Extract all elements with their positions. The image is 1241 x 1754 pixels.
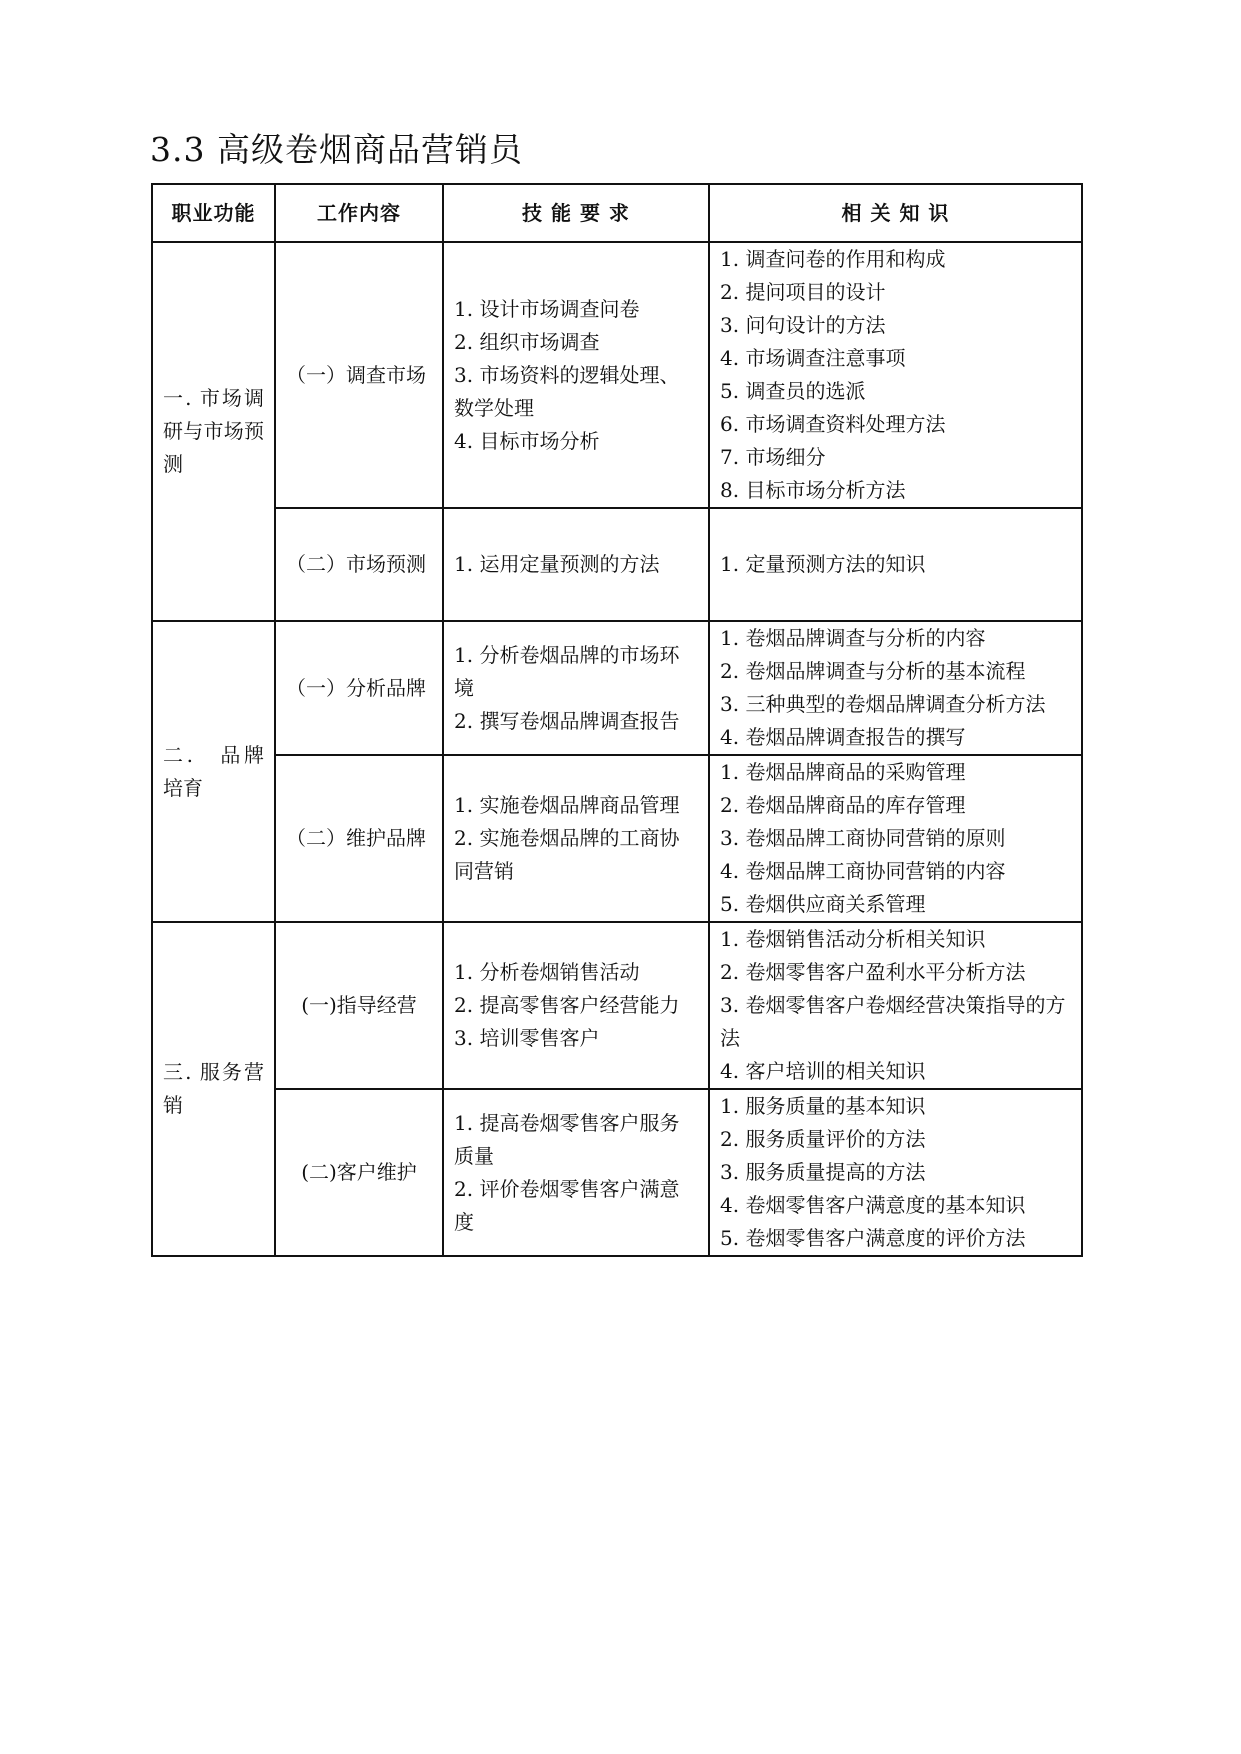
knowledge-item: 4. 卷烟零售客户满意度的基本知识 bbox=[720, 1193, 1026, 1217]
table-row bbox=[152, 1089, 1082, 1256]
skill-item: 3. 市场资料的逻辑处理、数学处理 bbox=[454, 362, 680, 420]
skill-item: 1. 分析卷烟品牌的市场环境 bbox=[454, 642, 680, 700]
knowledge-item: 3. 三种典型的卷烟品牌调查分析方法 bbox=[720, 692, 1046, 716]
skill-item: 3. 培训零售客户 bbox=[454, 1026, 600, 1050]
skill-item: 1. 运用定量预测的方法 bbox=[454, 552, 660, 576]
knowledge-item: 3. 服务质量提高的方法 bbox=[720, 1160, 926, 1184]
knowledge-cell bbox=[709, 755, 1082, 922]
table-header-row bbox=[152, 184, 1082, 242]
knowledge-item: 1. 卷烟品牌调查与分析的内容 bbox=[720, 626, 986, 650]
knowledge-item: 6. 市场调查资料处理方法 bbox=[720, 412, 946, 436]
skills-cell bbox=[443, 242, 709, 508]
knowledge-item: 3. 卷烟零售客户卷烟经营决策指导的方法 bbox=[720, 993, 1066, 1050]
knowledge-item: 4. 卷烟品牌调查报告的撰写 bbox=[720, 725, 966, 749]
skill-item: 1. 设计市场调查问卷 bbox=[454, 296, 640, 321]
content-cell: (二)客户维护 bbox=[275, 1089, 443, 1256]
table-row bbox=[152, 621, 1082, 755]
knowledge-item: 2. 提问项目的设计 bbox=[720, 280, 886, 304]
knowledge-item: 5. 调查员的选派 bbox=[720, 379, 866, 403]
knowledge-item: 5. 卷烟供应商关系管理 bbox=[720, 892, 926, 916]
table-row bbox=[152, 508, 1082, 621]
knowledge-item: 1. 服务质量的基本知识 bbox=[720, 1094, 926, 1118]
knowledge-item: 3. 问句设计的方法 bbox=[720, 313, 886, 337]
table-row bbox=[152, 242, 1082, 508]
skills-table bbox=[151, 183, 1083, 1257]
content-cell: （一）调查市场 bbox=[275, 242, 443, 508]
knowledge-item: 2. 卷烟零售客户盈利水平分析方法 bbox=[720, 960, 1026, 984]
knowledge-cell bbox=[709, 1089, 1082, 1256]
knowledge-item: 4. 客户培训的相关知识 bbox=[720, 1059, 926, 1083]
knowledge-item: 1. 卷烟销售活动分析相关知识 bbox=[720, 927, 986, 951]
skills-cell bbox=[443, 508, 709, 621]
knowledge-item: 2. 服务质量评价的方法 bbox=[720, 1127, 926, 1151]
header-function: 职业功能 bbox=[152, 184, 275, 242]
knowledge-item: 4. 市场调查注意事项 bbox=[720, 346, 906, 370]
skill-item: 1. 实施卷烟品牌商品管理 bbox=[454, 793, 680, 817]
knowledge-cell bbox=[709, 242, 1082, 508]
content-cell: （二）市场预测 bbox=[275, 508, 443, 621]
skill-item: 4. 目标市场分析 bbox=[454, 428, 600, 453]
skill-item: 2. 撰写卷烟品牌调查报告 bbox=[454, 708, 680, 733]
header-skills: 技 能 要 求 bbox=[443, 184, 709, 242]
header-knowledge: 相 关 知 识 bbox=[709, 184, 1082, 242]
page-title: 3.3 高级卷烟商品营销员 bbox=[150, 130, 523, 169]
skills-cell bbox=[443, 755, 709, 922]
content-cell: (一)指导经营 bbox=[275, 922, 443, 1089]
skills-cell bbox=[443, 621, 709, 755]
knowledge-item: 3. 卷烟品牌工商协同营销的原则 bbox=[720, 826, 1006, 850]
function-cell: 二. 品牌培育 bbox=[152, 621, 275, 922]
knowledge-item: 2. 卷烟品牌调查与分析的基本流程 bbox=[720, 659, 1026, 683]
skills-cell bbox=[443, 922, 709, 1089]
knowledge-item: 2. 卷烟品牌商品的库存管理 bbox=[720, 793, 966, 817]
knowledge-cell bbox=[709, 621, 1082, 755]
knowledge-item: 5. 卷烟零售客户满意度的评价方法 bbox=[720, 1226, 1026, 1250]
knowledge-cell bbox=[709, 922, 1082, 1089]
knowledge-item: 1. 卷烟品牌商品的采购管理 bbox=[720, 760, 966, 784]
knowledge-item: 1. 调查问卷的作用和构成 bbox=[720, 247, 946, 271]
knowledge-item: 7. 市场细分 bbox=[720, 445, 826, 469]
skills-cell bbox=[443, 1089, 709, 1256]
skill-item: 2. 实施卷烟品牌的工商协同营销 bbox=[454, 826, 680, 883]
knowledge-item: 4. 卷烟品牌工商协同营销的内容 bbox=[720, 859, 1006, 883]
knowledge-item: 1. 定量预测方法的知识 bbox=[720, 552, 926, 576]
header-content: 工作内容 bbox=[275, 184, 443, 242]
skill-item: 2. 提高零售客户经营能力 bbox=[454, 993, 680, 1017]
skill-item: 1. 提高卷烟零售客户服务质量 bbox=[454, 1110, 680, 1168]
skill-item: 2. 组织市场调查 bbox=[454, 329, 600, 354]
skill-item: 2. 评价卷烟零售客户满意度 bbox=[454, 1176, 680, 1234]
function-cell: 一. 市场调研与市场预测 bbox=[152, 242, 275, 621]
skill-item: 1. 分析卷烟销售活动 bbox=[454, 960, 640, 984]
table-row bbox=[152, 922, 1082, 1089]
content-cell: （一）分析品牌 bbox=[275, 621, 443, 755]
table-row bbox=[152, 755, 1082, 922]
knowledge-cell bbox=[709, 508, 1082, 621]
knowledge-item: 8. 目标市场分析方法 bbox=[720, 478, 906, 502]
content-cell: （二）维护品牌 bbox=[275, 755, 443, 922]
function-cell: 三. 服务营销 bbox=[152, 922, 275, 1256]
